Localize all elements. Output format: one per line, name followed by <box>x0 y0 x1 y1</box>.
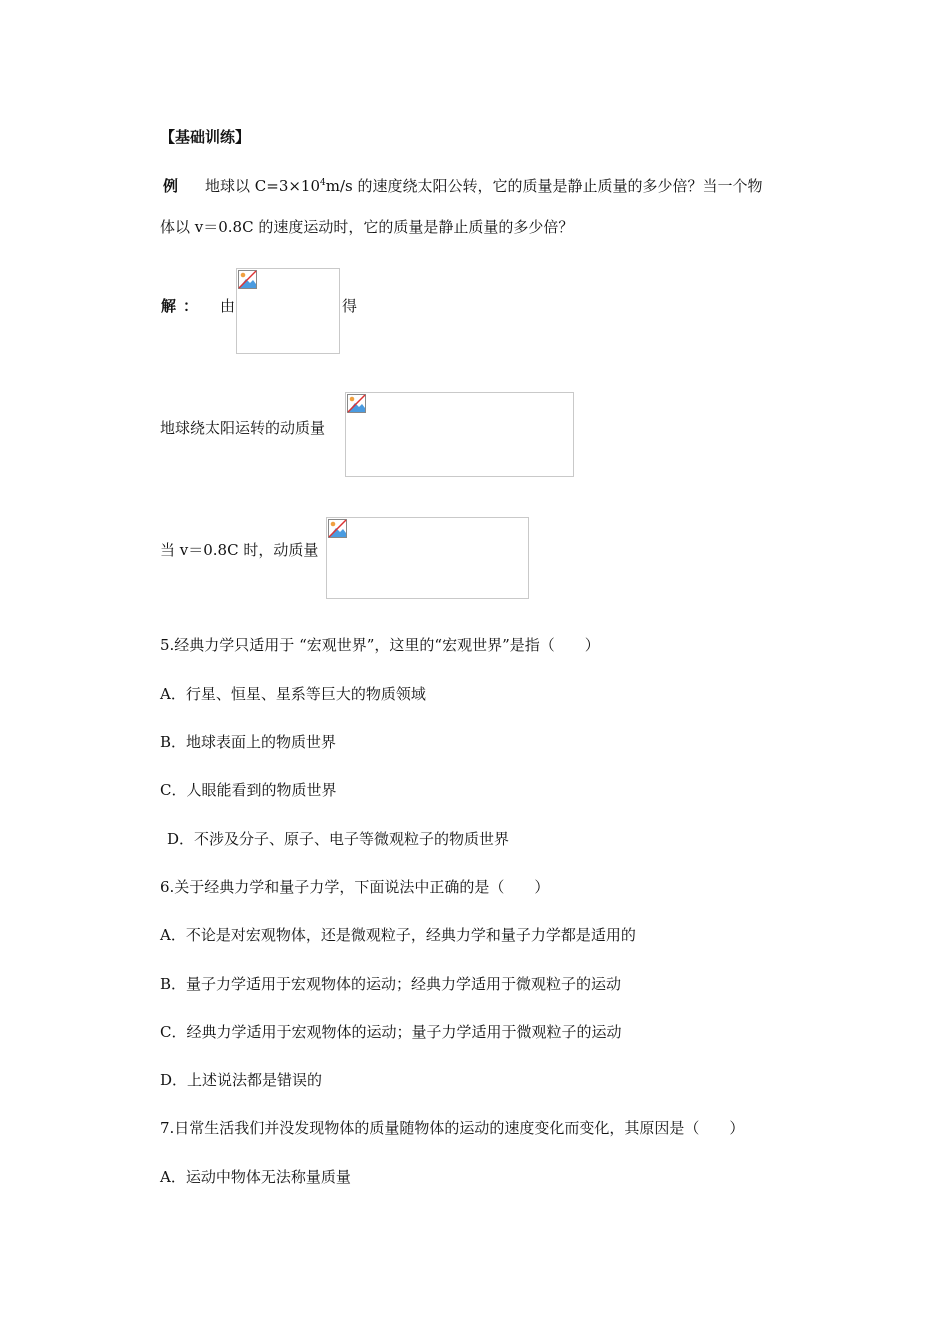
section-title: 【基础训练】 <box>160 128 251 146</box>
example-label: 例 <box>163 177 179 195</box>
question-5-stem: 5.经典力学只适用于 “宏观世界”，这里的“宏观世界”是指（ ） <box>160 636 600 654</box>
example-line-1 <box>205 176 763 196</box>
solution-de: 得 <box>342 297 358 315</box>
question-6-option-d: D．上述说法都是错误的 <box>160 1071 323 1089</box>
example-line-2: 体以 v＝0.8C 的速度运动时，它的质量是静止质量的多少倍？ <box>160 218 574 236</box>
question-6-option-b: B．量子力学适用于宏观物体的运动；经典力学适用于微观粒子的运动 <box>160 975 622 993</box>
question-5-option-c: C．人眼能看到的物质世界 <box>160 781 337 799</box>
formula-image-1 <box>236 268 340 354</box>
solution-label: 解 <box>161 297 177 315</box>
formula-image-2 <box>345 392 574 477</box>
exponent: 4 <box>320 178 326 188</box>
question-5-option-d: D．不涉及分子、原子、电子等微观粒子的物质世界 <box>167 830 510 848</box>
solution-you: 由 <box>220 297 236 315</box>
question-5-option-a: A．行星、恒星、星系等巨大的物质领域 <box>160 685 426 703</box>
broken-image-icon <box>347 394 366 413</box>
question-7-stem: 7.日常生活我们并没发现物体的质量随物体的运动的速度变化而变化，其原因是（ ） <box>160 1119 745 1137</box>
formula-image-3 <box>326 517 529 599</box>
solution-colon: ： <box>183 297 199 315</box>
v-text: 当 v＝0.8C 时，动质量 <box>160 541 319 559</box>
question-6-option-c: C．经典力学适用于宏观物体的运动；量子力学适用于微观粒子的运动 <box>160 1023 622 1041</box>
example-line-1-post: m/s 的速度绕太阳公转，它的质量是静止质量的多少倍？当一个物 <box>325 177 763 195</box>
question-6-stem: 6.关于经典力学和量子力学，下面说法中正确的是（ ） <box>160 878 550 896</box>
earth-mass-text: 地球绕太阳运转的动质量 <box>160 419 326 437</box>
question-5-option-b: B．地球表面上的物质世界 <box>160 733 337 751</box>
question-6-option-a: A．不论是对宏观物体，还是微观粒子，经典力学和量子力学都是适用的 <box>160 926 636 944</box>
question-7-option-a: A．运动中物体无法称量质量 <box>160 1168 351 1186</box>
broken-image-icon <box>328 519 347 538</box>
example-line-1-pre: 地球以 C=3×10 <box>205 177 321 195</box>
broken-image-icon <box>238 270 257 289</box>
